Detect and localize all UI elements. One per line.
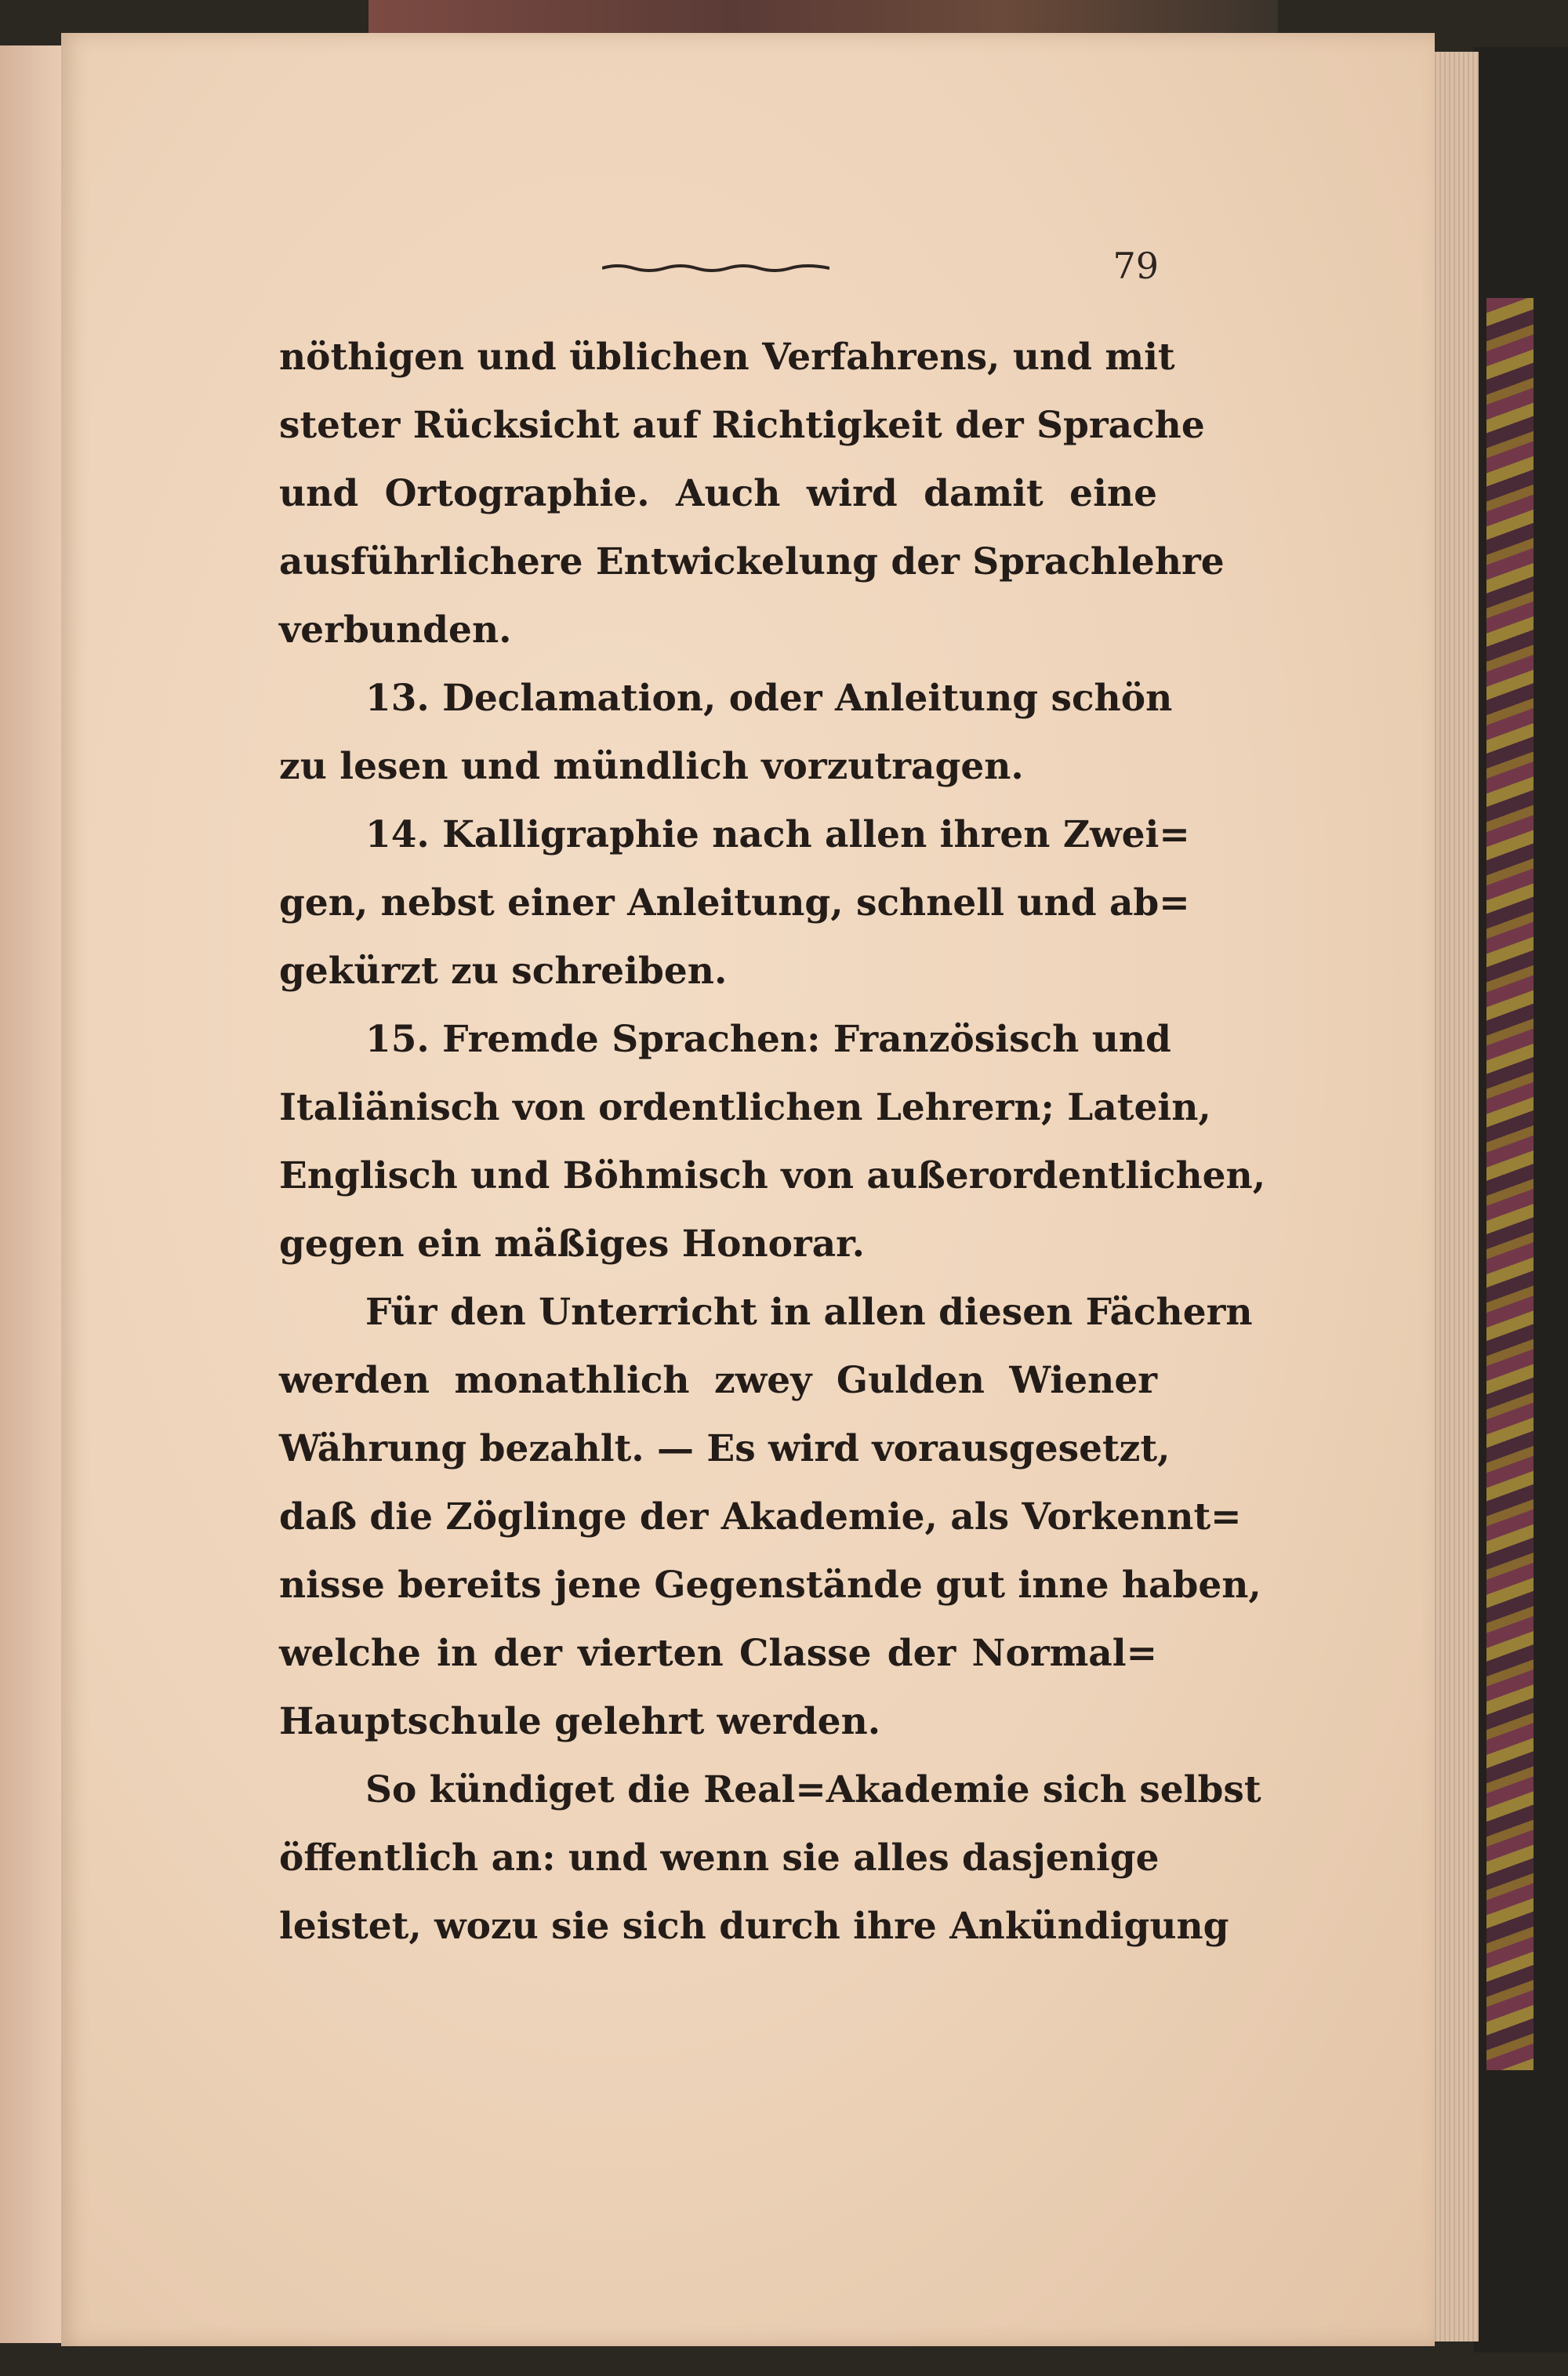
text-line: leistet, wozu sie sich durch ihre Ankündigung: [279, 1905, 1229, 1948]
text-line: 13. Declamation, oder Anleitung schön: [365, 677, 1173, 720]
marbled-endpaper: [1486, 298, 1534, 2070]
text-line: verbunden.: [279, 609, 512, 652]
text-line: steter Rücksicht auf Richtigkeit der Sprache: [279, 404, 1205, 447]
text-line: So kündiget die Real=Akademie sich selbst: [365, 1768, 1261, 1811]
book-page: [61, 33, 1435, 2346]
text-line: gekürzt zu schreiben.: [279, 950, 728, 993]
text-line: Englisch und Böhmisch von außerordentlichen,: [279, 1154, 1266, 1197]
text-line: ausführlichere Entwickelung der Sprachlehre: [279, 540, 1225, 583]
text-line: nöthigen und üblichen Verfahrens, und mit: [279, 336, 1175, 379]
text-line: öffentlich an: und wenn sie alles dasjenige: [279, 1836, 1160, 1880]
text-line: daß die Zöglinge der Akademie, als Vorkennt=: [279, 1495, 1242, 1539]
text-line: zu lesen und mündlich vorzutragen.: [279, 745, 1024, 788]
body-text: [279, 323, 1266, 1960]
ornamental-rule: [602, 263, 829, 273]
text-line: Für den Unterricht in allen diesen Fächern: [365, 1291, 1253, 1334]
text-line: Währung bezahlt. — Es wird vorausgesetzt,: [279, 1427, 1171, 1470]
book-cover-top-edge: [368, 0, 1278, 38]
text-line: welche in der vierten Classe der Normal=: [279, 1632, 1157, 1675]
text-line: gegen ein mäßiges Honorar.: [279, 1223, 865, 1266]
facing-page-edge: [0, 45, 61, 2343]
text-line: werden monathlich zwey Gulden Wiener: [279, 1359, 1157, 1402]
text-line: 14. Kalligraphie nach allen ihren Zwei=: [365, 813, 1190, 856]
text-line: nisse bereits jene Gegenstände gut inne haben,: [279, 1564, 1261, 1607]
text-line: 15. Fremde Sprachen: Französisch und: [365, 1018, 1171, 1061]
text-line: und Ortographie. Auch wird damit eine: [279, 472, 1157, 515]
text-line: Hauptschule gelehrt werden.: [279, 1700, 881, 1743]
page-header: [594, 245, 1174, 292]
text-line: Italiänisch von ordentlichen Lehrern; Latein,: [279, 1086, 1211, 1129]
page-number: 79: [1112, 245, 1159, 287]
text-line: gen, nebst einer Anleitung, schnell und ab=: [279, 881, 1190, 925]
